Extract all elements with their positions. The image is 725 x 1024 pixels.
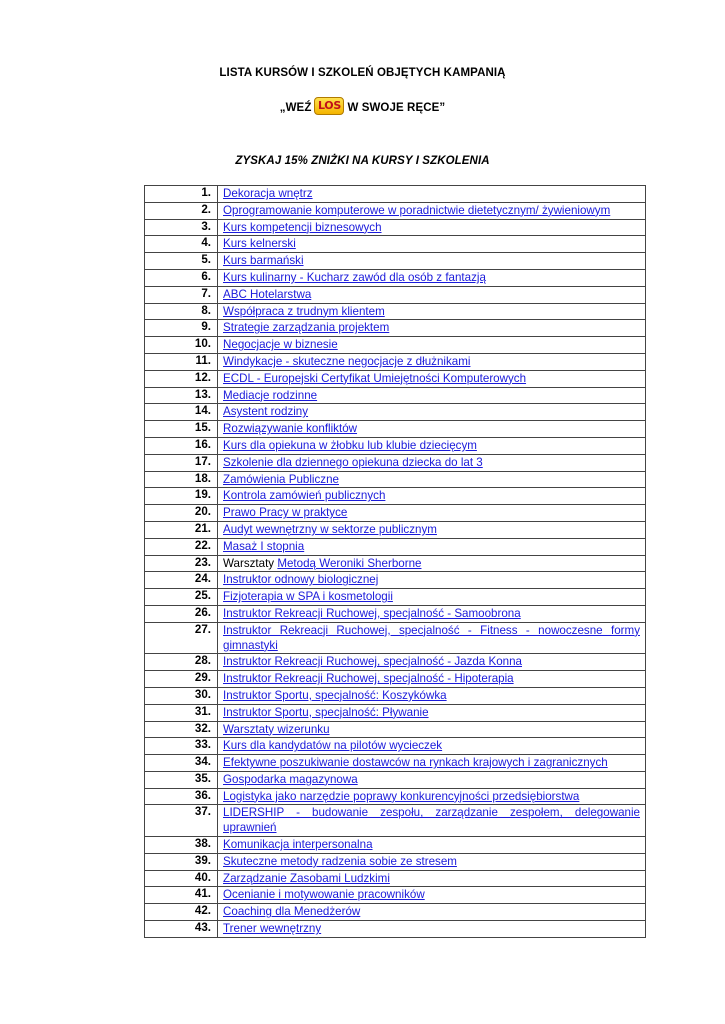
course-link[interactable]: Skuteczne metody radzenia sobie ze stresem — [223, 854, 457, 868]
table-row — [145, 303, 646, 320]
course-number: 18. — [145, 471, 218, 488]
table-row — [145, 738, 646, 755]
course-link[interactable]: ABC Hotelarstwa — [223, 287, 312, 301]
course-cell — [218, 387, 646, 404]
course-number: 32. — [145, 721, 218, 738]
course-link[interactable]: Rozwiązywanie konfliktów — [223, 422, 358, 436]
course-cell — [218, 704, 646, 721]
course-number: 35. — [145, 771, 218, 788]
table-row — [145, 337, 646, 354]
course-number: 6. — [145, 269, 218, 286]
course-number: 13. — [145, 387, 218, 404]
course-number: 27. — [145, 622, 218, 654]
course-number: 16. — [145, 437, 218, 454]
course-link[interactable]: Oprogramowanie komputerowe w poradnictwie dietetycznym/ żywieniowym — [223, 203, 611, 217]
course-cell — [218, 286, 646, 303]
course-link[interactable]: Instruktor Rekreacji Ruchowej, specjalność - Samoobrona — [223, 606, 521, 620]
table-row — [145, 555, 646, 572]
course-link[interactable]: Windykacje - skuteczne negocjacje z dłużnikami — [223, 354, 471, 368]
course-cell — [218, 771, 646, 788]
table-row — [145, 870, 646, 887]
table-row — [145, 269, 646, 286]
course-number: 21. — [145, 521, 218, 538]
course-cell — [218, 320, 646, 337]
course-number: 5. — [145, 253, 218, 270]
course-number: 24. — [145, 572, 218, 589]
course-cell — [218, 622, 646, 654]
course-link[interactable]: Kurs dla opiekuna w żłobku lub klubie dziecięcym — [223, 438, 477, 452]
course-link[interactable]: Zarządzanie Zasobami Ludzkimi — [223, 871, 390, 885]
table-row — [145, 421, 646, 438]
course-link[interactable]: Strategie zarządzania projektem — [223, 321, 390, 335]
course-cell — [218, 870, 646, 887]
course-link[interactable]: Gospodarka magazynowa — [223, 772, 358, 786]
course-number: 1. — [145, 186, 218, 203]
course-link[interactable]: Komunikacja interpersonalna — [223, 838, 373, 852]
table-row — [145, 887, 646, 904]
course-cell — [218, 671, 646, 688]
course-link[interactable]: Szkolenie dla dziennego opiekuna dziecka do lat 3 — [223, 455, 483, 469]
course-number: 26. — [145, 605, 218, 622]
course-link[interactable]: Logistyka jako narzędzie poprawy konkurencyjności przedsiębiorstwa — [223, 789, 580, 803]
course-link[interactable]: Zamówienia Publiczne — [223, 472, 339, 486]
course-link[interactable]: Kurs kulinarny - Kucharz zawód dla osób z fantazją — [223, 270, 486, 284]
course-number: 39. — [145, 853, 218, 870]
table-row — [145, 404, 646, 421]
course-link[interactable]: Masaż I stopnia — [223, 539, 305, 553]
course-number: 11. — [145, 353, 218, 370]
table-row — [145, 589, 646, 606]
table-row — [145, 353, 646, 370]
course-prefix: Warsztaty — [223, 556, 278, 570]
course-number: 38. — [145, 837, 218, 854]
course-link[interactable]: Kurs dla kandydatów na pilotów wycieczek — [223, 739, 443, 753]
course-number: 10. — [145, 337, 218, 354]
course-number: 25. — [145, 589, 218, 606]
course-link[interactable]: Efektywne poszukiwanie dostawców na rynkach krajowych i zagranicznych — [223, 756, 608, 770]
table-row — [145, 437, 646, 454]
table-row — [145, 454, 646, 471]
table-row — [145, 755, 646, 772]
table-row — [145, 387, 646, 404]
course-cell — [218, 589, 646, 606]
course-link[interactable]: Kontrola zamówień publicznych — [223, 489, 386, 503]
course-cell — [218, 505, 646, 522]
table-row — [145, 521, 646, 538]
course-cell — [218, 654, 646, 671]
table-row — [145, 904, 646, 921]
table-row — [145, 488, 646, 505]
course-cell — [218, 454, 646, 471]
course-cell — [218, 488, 646, 505]
course-number: 36. — [145, 788, 218, 805]
course-link[interactable]: Kurs kelnerski — [223, 237, 296, 251]
course-number: 20. — [145, 505, 218, 522]
course-cell — [218, 687, 646, 704]
slogan-after: W SWOJE RĘCE” — [347, 102, 446, 114]
course-link[interactable]: Instruktor Rekreacji Ruchowej, specjalność - Hipoterapia — [223, 672, 514, 686]
course-number: 29. — [145, 671, 218, 688]
discount-heading: ZYSKAJ 15% ZNIŻKI NA KURSY I SZKOLENIA — [235, 155, 490, 167]
course-number: 15. — [145, 421, 218, 438]
courses-table — [144, 185, 646, 938]
slogan-before: „WEŹ — [279, 102, 312, 114]
table-row — [145, 788, 646, 805]
course-cell — [218, 837, 646, 854]
table-row — [145, 202, 646, 219]
table-row — [145, 471, 646, 488]
course-link[interactable]: Trener wewnętrzny — [223, 922, 322, 936]
course-number: 17. — [145, 454, 218, 471]
table-row — [145, 186, 646, 203]
course-cell — [218, 755, 646, 772]
course-link[interactable]: Warsztaty wizerunku — [223, 722, 330, 736]
course-cell — [218, 219, 646, 236]
courses-table-body — [145, 186, 646, 938]
course-cell — [218, 887, 646, 904]
table-row — [145, 505, 646, 522]
course-number: 28. — [145, 654, 218, 671]
course-cell — [218, 805, 646, 837]
course-number: 40. — [145, 870, 218, 887]
course-link[interactable]: Instruktor Sportu, specjalność: Koszykówka — [223, 688, 447, 702]
course-link[interactable]: ECDL - Europejski Certyfikat Umiejętności Komputerowych — [223, 371, 527, 385]
table-row — [145, 219, 646, 236]
course-cell — [218, 437, 646, 454]
course-number: 3. — [145, 219, 218, 236]
course-cell — [218, 404, 646, 421]
course-link[interactable]: Kurs barmański — [223, 254, 304, 268]
course-link[interactable]: Asystent rodziny — [223, 405, 309, 419]
course-link[interactable]: Prawo Pracy w praktyce — [223, 506, 348, 520]
table-row — [145, 704, 646, 721]
course-cell — [218, 538, 646, 555]
course-cell — [218, 572, 646, 589]
course-cell — [218, 186, 646, 203]
course-link[interactable]: Fizjoterapia w SPA i kosmetologii — [223, 590, 393, 604]
table-row — [145, 671, 646, 688]
table-row — [145, 687, 646, 704]
course-number: 2. — [145, 202, 218, 219]
table-row — [145, 853, 646, 870]
course-number: 34. — [145, 755, 218, 772]
course-link[interactable]: Instruktor odnowy biologicznej — [223, 573, 379, 587]
course-cell — [218, 202, 646, 219]
course-number: 14. — [145, 404, 218, 421]
table-row — [145, 253, 646, 270]
course-number: 33. — [145, 738, 218, 755]
course-cell — [218, 904, 646, 921]
course-number: 9. — [145, 320, 218, 337]
course-link[interactable]: LIDERSHIP - budowanie zespołu, zarządzanie zespołem, delegowanie uprawnień — [223, 806, 640, 835]
campaign-slogan — [0, 99, 725, 117]
course-cell — [218, 253, 646, 270]
course-link[interactable]: Negocjacje w biznesie — [223, 338, 338, 352]
course-cell — [218, 788, 646, 805]
course-cell — [218, 721, 646, 738]
los-logo — [314, 97, 344, 115]
course-number: 4. — [145, 236, 218, 253]
course-link[interactable]: Kurs kompetencji biznesowych — [223, 220, 382, 234]
course-number: 22. — [145, 538, 218, 555]
table-row — [145, 921, 646, 938]
course-cell — [218, 337, 646, 354]
table-row — [145, 286, 646, 303]
course-number: 12. — [145, 370, 218, 387]
table-row — [145, 771, 646, 788]
course-number: 31. — [145, 704, 218, 721]
course-cell — [218, 521, 646, 538]
course-number: 43. — [145, 921, 218, 938]
course-cell — [218, 353, 646, 370]
table-row — [145, 236, 646, 253]
course-cell — [218, 921, 646, 938]
course-link[interactable]: Instruktor Rekreacji Ruchowej, specjalność - Jazda Konna — [223, 655, 523, 669]
table-row — [145, 805, 646, 837]
course-link[interactable]: Instruktor Rekreacji Ruchowej, specjalność - Fitness - nowoczesne formy gimnastyki — [223, 623, 640, 652]
course-cell — [218, 738, 646, 755]
los-logo-text: LOS — [317, 99, 341, 112]
table-row — [145, 538, 646, 555]
course-link[interactable]: Coaching dla Menedżerów — [223, 905, 361, 919]
course-number: 7. — [145, 286, 218, 303]
course-cell — [218, 303, 646, 320]
course-number: 23. — [145, 555, 218, 572]
course-link[interactable]: Ocenianie i motywowanie pracowników — [223, 888, 425, 902]
course-link[interactable]: Współpraca z trudnym klientem — [223, 304, 385, 318]
course-link[interactable]: Audyt wewnętrzny w sektorze publicznym — [223, 522, 437, 536]
course-cell — [218, 236, 646, 253]
table-row — [145, 837, 646, 854]
course-number: 42. — [145, 904, 218, 921]
document-title: LISTA KURSÓW I SZKOLEŃ OBJĘTYCH KAMPANIĄ — [219, 67, 506, 79]
course-link[interactable]: Dekoracja wnętrz — [223, 187, 313, 200]
course-cell — [218, 853, 646, 870]
course-number: 30. — [145, 687, 218, 704]
course-cell — [218, 555, 646, 572]
course-cell — [218, 269, 646, 286]
course-cell — [218, 370, 646, 387]
course-number: 37. — [145, 805, 218, 837]
course-link[interactable]: Mediacje rodzinne — [223, 388, 318, 402]
table-row — [145, 572, 646, 589]
course-cell — [218, 605, 646, 622]
course-number: 19. — [145, 488, 218, 505]
table-row — [145, 654, 646, 671]
course-cell — [218, 421, 646, 438]
course-number: 8. — [145, 303, 218, 320]
course-link[interactable]: Instruktor Sportu, specjalność: Pływanie — [223, 705, 429, 719]
table-row — [145, 370, 646, 387]
table-row — [145, 320, 646, 337]
table-row — [145, 721, 646, 738]
course-link[interactable]: Metodą Weroniki Sherborne — [277, 556, 422, 570]
course-cell — [218, 471, 646, 488]
table-row — [145, 622, 646, 654]
course-number: 41. — [145, 887, 218, 904]
table-row — [145, 605, 646, 622]
